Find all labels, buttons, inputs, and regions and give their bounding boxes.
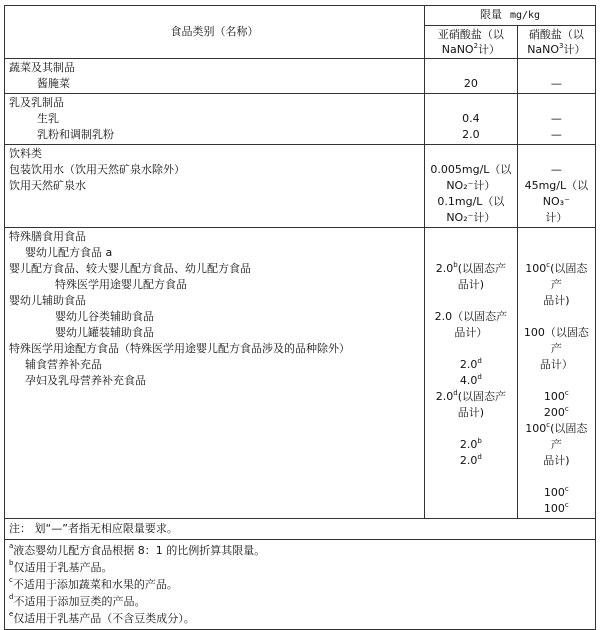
nitrite-nitrate-limit-table bbox=[4, 5, 596, 630]
category-group-row bbox=[5, 228, 596, 519]
footnotes bbox=[5, 540, 596, 630]
category-names-cell bbox=[5, 94, 425, 145]
footnote-text: 仅适用于乳基产品。 bbox=[13, 561, 113, 574]
nitrate-limit-value bbox=[522, 325, 591, 357]
category-group-row bbox=[5, 145, 596, 228]
nitrate-limit-value bbox=[522, 146, 591, 162]
nitrite-limit-value bbox=[429, 357, 513, 373]
nitrite-limit-value: 20 bbox=[463, 77, 478, 90]
dash-note: 注： 划“—”者指无相应限量要求。 bbox=[5, 519, 596, 540]
nitrite-limit-value: 0.005mg/L（以 bbox=[430, 163, 512, 176]
footnotes-row bbox=[5, 540, 596, 630]
limit-number: 2.0 bbox=[459, 438, 478, 451]
nitrate-limit-value bbox=[522, 421, 591, 453]
nitrate-values-cell bbox=[517, 228, 595, 519]
nitrate-values-cell bbox=[517, 59, 595, 94]
nitrate-limit-value bbox=[522, 60, 591, 76]
footnote-text: 仅适用于乳基产品（不含豆类成分）。 bbox=[13, 612, 195, 625]
nitrite-limit-value bbox=[429, 293, 513, 309]
nitrate-limit-value bbox=[522, 293, 591, 309]
nitrite-limit-value bbox=[429, 389, 513, 405]
nitrate-limit-value bbox=[522, 245, 591, 261]
nitrite-limit-value bbox=[429, 341, 513, 357]
footnote-text: 不适用于添加豆类的产品。 bbox=[13, 595, 146, 608]
note-row bbox=[5, 519, 596, 540]
limit-label: 限量 bbox=[479, 8, 502, 21]
nitrite-limit-value: NO₂⁻计） bbox=[446, 211, 496, 224]
nitrate-limit-value bbox=[522, 389, 591, 405]
footnote bbox=[9, 559, 591, 576]
footnote bbox=[9, 593, 591, 610]
nitrite-limit-value bbox=[429, 405, 513, 421]
table-body bbox=[5, 59, 596, 519]
nitrate-limit-value bbox=[522, 453, 591, 469]
nitrate-limit-value: — bbox=[550, 163, 562, 176]
nitrate-limit-value bbox=[522, 405, 591, 421]
footnote-mark: d bbox=[477, 453, 482, 461]
footnote-mark: c bbox=[564, 389, 569, 397]
food-category-name: 婴幼儿罐装辅助食品 bbox=[55, 326, 154, 339]
nitrate-limit-value bbox=[522, 95, 591, 111]
limit-number: 100 bbox=[543, 502, 565, 515]
nitrite-values-cell bbox=[425, 59, 518, 94]
footnote-mark: d bbox=[477, 373, 482, 381]
unit-label: mg/kg bbox=[509, 10, 541, 21]
nitrite-limit-value bbox=[429, 325, 513, 341]
nitrite-limit-value bbox=[429, 60, 513, 76]
food-category-name: 特殊医学用途配方食品（特殊医学用途婴儿配方食品涉及的品种除外） bbox=[9, 342, 350, 355]
nitrite-values-cell bbox=[425, 94, 518, 145]
category-group-row bbox=[5, 94, 596, 145]
limit-basis: (以固态产 bbox=[457, 262, 507, 275]
footnote-mark: b bbox=[9, 559, 14, 567]
food-category-name: 婴幼儿辅助食品 bbox=[9, 294, 86, 307]
nitrite-limit-value bbox=[429, 373, 513, 389]
limit-basis: (以固态产 bbox=[550, 422, 588, 451]
food-category-name: 饮用天然矿泉水 bbox=[9, 179, 86, 192]
limit-basis: (以固态产 bbox=[550, 262, 588, 291]
nitrite-limit-value bbox=[429, 453, 513, 469]
food-category-name: 生乳 bbox=[37, 112, 59, 125]
category-group-row bbox=[5, 59, 596, 94]
limit-number: 2.0 bbox=[459, 358, 478, 371]
food-category-name: 特殊医学用途婴儿配方食品 bbox=[55, 278, 187, 291]
footnote bbox=[9, 542, 591, 559]
limit-number: 100 bbox=[543, 486, 565, 499]
limit-number: 2.0 bbox=[459, 454, 478, 467]
footnote-mark: c bbox=[564, 405, 569, 413]
nitrate-header: 硝酸盐（以 NaNO$_3$计） bbox=[517, 26, 595, 59]
limit-basis: (以固态产 bbox=[457, 390, 507, 403]
nitrite-limit-value bbox=[429, 421, 513, 437]
nitrate-limit-value bbox=[522, 501, 591, 517]
food-category-name: 酱腌菜 bbox=[37, 77, 70, 90]
nitrite-limit-value bbox=[429, 309, 513, 325]
limit-number: 100 bbox=[525, 422, 547, 435]
limit-number: 2.0 bbox=[435, 262, 454, 275]
category-names-cell bbox=[5, 145, 425, 228]
footnote-text: 不适用于添加蔬菜和水果的产品。 bbox=[12, 578, 178, 591]
nitrate-limit-value: — bbox=[550, 112, 562, 125]
limit-number: 品计） bbox=[454, 326, 488, 339]
nitrite-limit-value: 0.4 bbox=[462, 112, 480, 125]
limit-number: 100 bbox=[525, 262, 547, 275]
nitrite-header: 亚硝酸盐（以 NaNO$_2$计） bbox=[425, 26, 518, 59]
nitrate-limit-value: 计） bbox=[545, 211, 568, 224]
footnote-mark: c bbox=[564, 485, 569, 493]
footnote-mark: c bbox=[564, 501, 569, 509]
nitrate-limit-value bbox=[522, 485, 591, 501]
nitrate-limit-value bbox=[522, 261, 591, 293]
footnote bbox=[9, 576, 591, 593]
limit-number: 品计) bbox=[457, 406, 485, 419]
limit-number: 200 bbox=[543, 406, 565, 419]
limit-number: 品计) bbox=[457, 278, 485, 291]
food-category-name: 孕妇及乳母营养补充食品 bbox=[25, 374, 146, 387]
footnote-mark: a bbox=[9, 542, 14, 550]
footnote-mark: c bbox=[546, 261, 551, 269]
category-names-cell bbox=[5, 59, 425, 94]
footnote bbox=[9, 610, 591, 627]
nitrate-limit-value: — bbox=[550, 77, 562, 90]
nitrite-limit-value bbox=[429, 437, 513, 453]
nitrate-limit-value bbox=[522, 357, 591, 373]
footnote-mark: d bbox=[477, 357, 482, 365]
footnote-mark: d bbox=[9, 593, 14, 601]
nitrite-values-cell bbox=[425, 145, 518, 228]
nitrite-limit-value bbox=[429, 146, 513, 162]
food-category-name: 婴儿配方食品、较大婴儿配方食品、幼儿配方食品 bbox=[9, 262, 251, 275]
nitrate-limit-value bbox=[522, 373, 591, 389]
limit-number: 4.0 bbox=[459, 374, 478, 387]
limit-header bbox=[425, 6, 596, 26]
footnote-mark: c bbox=[9, 576, 13, 584]
nitrite-limit-value bbox=[429, 245, 513, 261]
nitrite-limit-value bbox=[429, 277, 513, 293]
nitrate-limit-value: — bbox=[550, 128, 562, 141]
footnote-mark: c bbox=[546, 421, 551, 429]
header-row-top bbox=[5, 6, 596, 26]
nitrite-values-cell bbox=[425, 228, 518, 519]
food-category-name: 婴幼儿谷类辅助食品 bbox=[55, 310, 154, 323]
food-category-name: 辅食营养补充品 bbox=[25, 358, 102, 371]
nitrate-limit-value bbox=[522, 229, 591, 245]
nitrate-limit-value: 45mg/L（以 NO₃⁻ bbox=[524, 179, 589, 208]
limit-number: 100（以固态产 bbox=[523, 326, 589, 355]
footnote-mark: d bbox=[453, 389, 458, 397]
food-category-name: 婴幼儿配方食品 a bbox=[25, 246, 113, 259]
nitrite-limit-value: 2.0 bbox=[462, 128, 480, 141]
footnote-mark: e bbox=[9, 610, 14, 618]
nitrite-limit-value bbox=[429, 95, 513, 111]
nitrite-limit-value bbox=[429, 261, 513, 277]
limit-number: 品计) bbox=[543, 454, 570, 467]
nitrate-values-cell bbox=[517, 94, 595, 145]
footnote-mark: b bbox=[453, 261, 458, 269]
food-category-name: 饮料类 bbox=[9, 147, 42, 160]
nitrite-limit-value bbox=[429, 229, 513, 245]
food-category-name: 蔬菜及其制品 bbox=[9, 61, 75, 74]
category-header: 食品类别（名称） bbox=[5, 6, 425, 59]
food-category-name: 乳粉和调制乳粉 bbox=[37, 128, 114, 141]
category-names-cell bbox=[5, 228, 425, 519]
limit-number: 品计) bbox=[543, 294, 570, 307]
food-category-name: 包装饮用水（饮用天然矿泉水除外） bbox=[9, 163, 185, 176]
nitrate-limit-value bbox=[522, 469, 591, 485]
limit-number: 2.0（以固态产 bbox=[434, 310, 508, 323]
nitrite-limit-value: NO₂⁻计） bbox=[446, 179, 496, 192]
limit-number: 品计） bbox=[539, 358, 573, 371]
nitrate-values-cell bbox=[517, 145, 595, 228]
limit-number: 2.0 bbox=[435, 390, 454, 403]
nitrate-limit-value bbox=[522, 309, 591, 325]
food-category-name: 特殊膳食用食品 bbox=[9, 230, 86, 243]
food-category-name: 乳及乳制品 bbox=[9, 96, 64, 109]
footnote-mark: b bbox=[477, 437, 482, 445]
limit-number: 100 bbox=[543, 390, 565, 403]
nitrite-limit-value: 0.1mg/L（以 bbox=[437, 195, 505, 208]
footnote-text: 液态婴幼儿配方食品根据 8：1 的比例折算其限量。 bbox=[13, 544, 266, 557]
